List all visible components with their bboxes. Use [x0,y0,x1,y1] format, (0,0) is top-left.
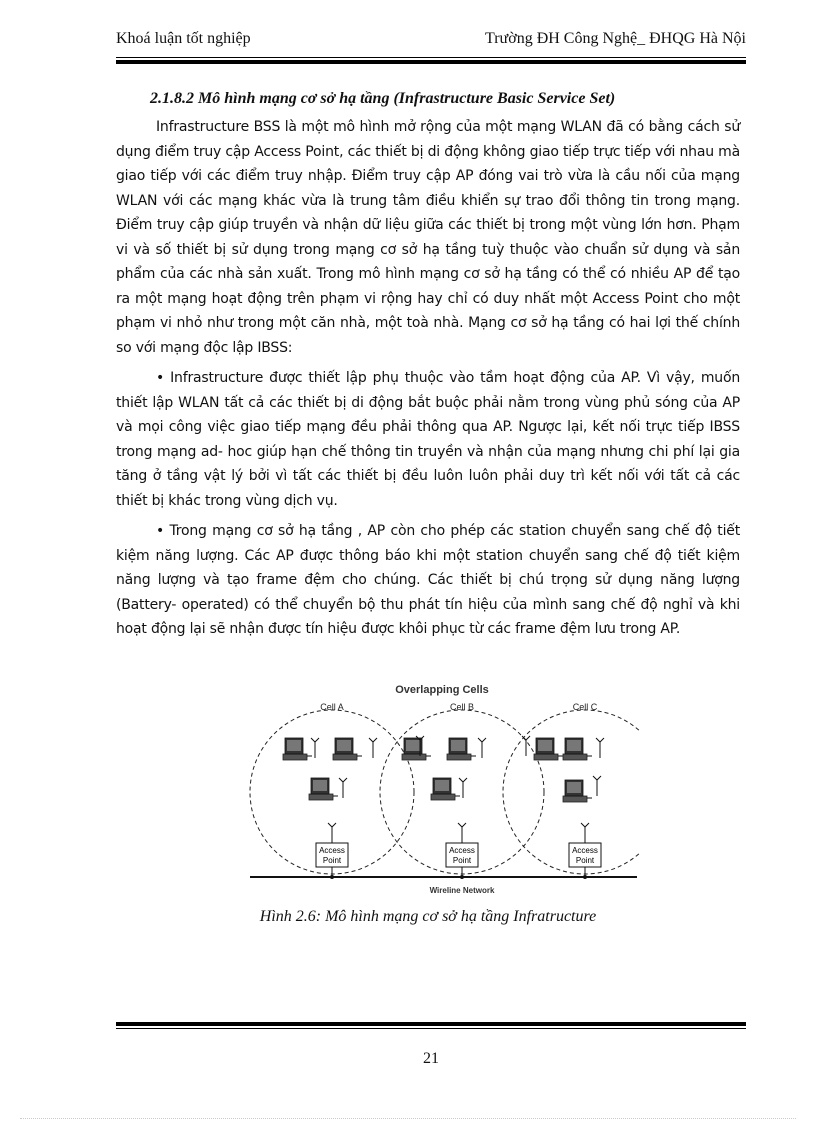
svg-text:Access: Access [572,846,598,855]
svg-text:Point: Point [452,856,472,865]
antenna-icon [311,738,319,758]
footer-rule-thick [116,1022,746,1026]
access-point-a [316,823,348,879]
wireline-network-label: Wireline Network [429,886,495,895]
antenna-icon [522,736,530,756]
paragraph: Infrastructure BSS là một mô hình mở rộng của một mạng WLAN đã có bằng cách sử dụng điểm truy cập Access Point, các thiết bị di động không giao tiếp trực tiếp với nhau mà giao tiếp với các điểm truy nhập. Điểm truy cập AP đóng vai trò vừa là cầu nối của mạng WLAN với các mạng khác vừa là trung tâm điều khiển sự trao đổi thông tin trong mạng. Điểm truy cập giúp truyền và nhận dữ liệu giữa các thiết bị trong một vùng lớn hơn. Phạm vi và số thiết bị sử dụng trong mạng cơ sở hạ tầng tuỳ thuộc vào chuẩn sử dụng và sản phẩm của các nhà sản xuất. Trong mô hình mạng cơ sở hạ tầng có thể có nhiều AP để tạo ra một mạng hoạt động trên phạm vi rộng hay chỉ có duy nhất một Access Point cho một phạm vi nhỏ như trong một căn nhà, một toà nhà. Mạng cơ sở hạ tầng có hai lợi thế chính so với mạng độc lập IBSS: [116,119,740,356]
page-header [116,30,746,54]
header-rule-thin [116,57,746,58]
computer-icon [563,780,592,802]
section-heading: 2.1.8.2 Mô hình mạng cơ sở hạ tầng (Infrastructure Basic Service Set) [150,90,616,107]
computer-icon [431,778,460,800]
svg-text:Access: Access [319,846,345,855]
computer-icon [402,738,431,760]
cell-a-label: Cell A [320,702,344,712]
computer-icon [283,738,312,760]
page-bottom-border [20,1118,796,1119]
computer-icon [447,738,476,760]
antenna-icon [339,778,347,798]
cell-b-label: Cell B [449,702,475,712]
figure-caption: Hình 2.6: Mô hình mạng cơ sở hạ tầng Infratructure [259,908,597,925]
cell-c-label: Cell C [572,702,598,712]
overlapping-cells-figure [245,680,640,902]
header-left: Khoá luận tốt nghiệp [116,30,251,47]
antenna-icon [369,738,377,758]
svg-text:Point: Point [575,856,595,865]
svg-text:Access: Access [449,846,475,855]
paragraph-bullet-2: • Trong mạng cơ sở hạ tầng , AP còn cho phép các station chuyển sang chế độ tiết kiệm năng lượng. Các AP được thông báo khi một station chuyển sang chế độ tiết kiệm năng lượng và tạo frame đệm cho chúng. Các thiết bị chú trọng sử dụng năng lượng (Battery- operated) có thể chuyển bộ thu phát tín hiệu của mình sang chế độ nghỉ và khi hoạt động lại sẽ nhận được tín hiệu được khôi phục từ các frame đệm lưu trong AP. [116,523,740,637]
antenna-icon [593,776,601,796]
header-right: Trường ĐH Công Nghệ_ ĐHQG Hà Nội [485,30,746,47]
header-rule-thick [116,60,746,64]
antenna-icon [478,738,486,758]
antenna-icon [459,778,467,798]
access-point-c [569,823,601,879]
page-number: 21 [423,1050,439,1067]
paragraph-bullet-1: • Infrastructure được thiết lập phụ thuộc vào tầm hoạt động của AP. Vì vậy, muốn thiết lập WLAN tất cả các thiết bị di động bắt buộc phải nằm trong vùng phủ sóng của AP và mọi công việc giao tiếp mạng đều phải thông qua AP. Ngược lại, kết nối trực tiếp IBSS trong mạng ad- hoc giúp hạn chế thông tin truyền và nhận của mạng nhưng chi phí lại gia tăng ở tầng vật lý bởi vì tất các thiết bị đều luôn luôn phải duy trì kết nối với tất cả các thiết bị khác trong vùng dịch vụ. [116,370,740,509]
computer-icon [534,738,563,760]
access-point-b [446,823,478,879]
computer-icon [333,738,362,760]
svg-text:Point: Point [322,856,342,865]
computer-icon [563,738,592,760]
main-content [116,90,740,648]
figure-title: Overlapping Cells [395,684,489,696]
footer-rule-thin [116,1028,746,1029]
computer-icon [309,778,338,800]
antenna-icon [596,738,604,758]
